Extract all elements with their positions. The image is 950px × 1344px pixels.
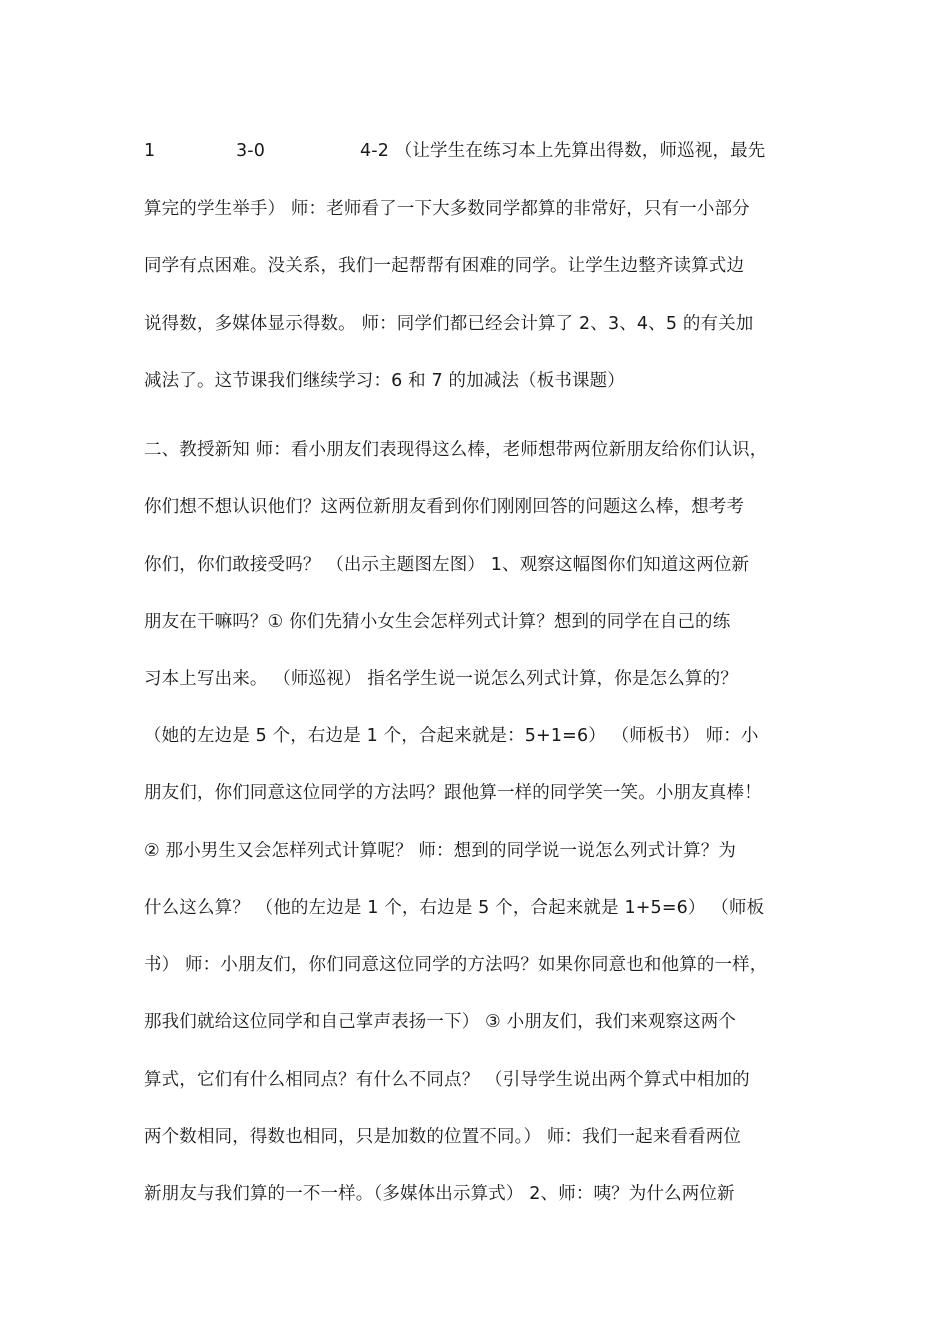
text-line-18: 两个数相同，得数也相同，只是加数的位置不同。） 师：我们一起来看看两位	[144, 1127, 742, 1147]
text-line-5: 减法了。这节课我们继续学习：6 和 7 的加减法（板书课题）	[144, 371, 625, 391]
exercise-number: 1	[144, 141, 156, 161]
text-line-4: 说得数，多媒体显示得数。 师：同学们都已经会计算了 2、3、4、5 的有关加	[144, 314, 754, 334]
text-line-3: 同学有点困难。没关系，我们一起帮帮有困难的同学。让学生边整齐读算式边	[144, 256, 745, 276]
exercise-expression-2: 4-2 （让学生在练习本上先算出得数，师巡视，最先	[360, 141, 766, 161]
text-line-13: ② 那小男生又会怎样列式计算呢？ 师：想到的同学说一说怎么列式计算？为	[144, 841, 737, 861]
text-line-8: 你们，你们敢接受吗？ （出示主题图左图） 1、观察这幅图你们知道这两位新	[144, 555, 750, 575]
text-line-15: 书） 师：小朋友们，你们同意这位同学的方法吗？如果你同意也和他算的一样，	[144, 955, 768, 975]
text-line-10: 习本上写出来。 （师巡视） 指名学生说一说怎么列式计算，你是怎么算的？	[144, 669, 738, 689]
text-line-16: 那我们就给这位同学和自己掌声表扬一下） ③ 小朋友们，我们来观察这两个	[144, 1012, 737, 1032]
text-line-7: 你们想不想认识他们？这两位新朋友看到你们刚刚回答的问题这么棒，想考考	[144, 497, 745, 517]
text-line-19: 新朋友与我们算的一不一样。（多媒体出示算式） 2、师：咦？为什么两位新	[144, 1184, 735, 1204]
text-line-12: 朋友们，你们同意这位同学的方法吗？跟他算一样的同学笑一笑。小朋友真棒！	[144, 783, 762, 803]
text-line-17: 算式，它们有什么相同点？有什么不同点？ （引导学生说出两个算式中相加的	[144, 1070, 750, 1090]
text-line-14: 什么这么算？ （他的左边是 1 个，右边是 5 个，合起来就是 1+5=6） （师板	[144, 898, 765, 918]
text-line-2: 算完的学生举手） 师：老师看了一下大多数同学都算的非常好，只有一小部分	[144, 199, 750, 219]
section-heading-line: 二、教授新知 师：看小朋友们表现得这么棒，老师想带两位新朋友给你们认识，	[144, 440, 768, 460]
text-line-11: （她的左边是 5 个，右边是 1 个，合起来就是：5+1=6） （师板书） 师：小	[144, 726, 759, 746]
exercise-expression-1: 3-0	[236, 141, 266, 161]
text-line-9: 朋友在干嘛吗？① 你们先猜小女生会怎样列式计算？想到的同学在自己的练	[144, 612, 731, 632]
